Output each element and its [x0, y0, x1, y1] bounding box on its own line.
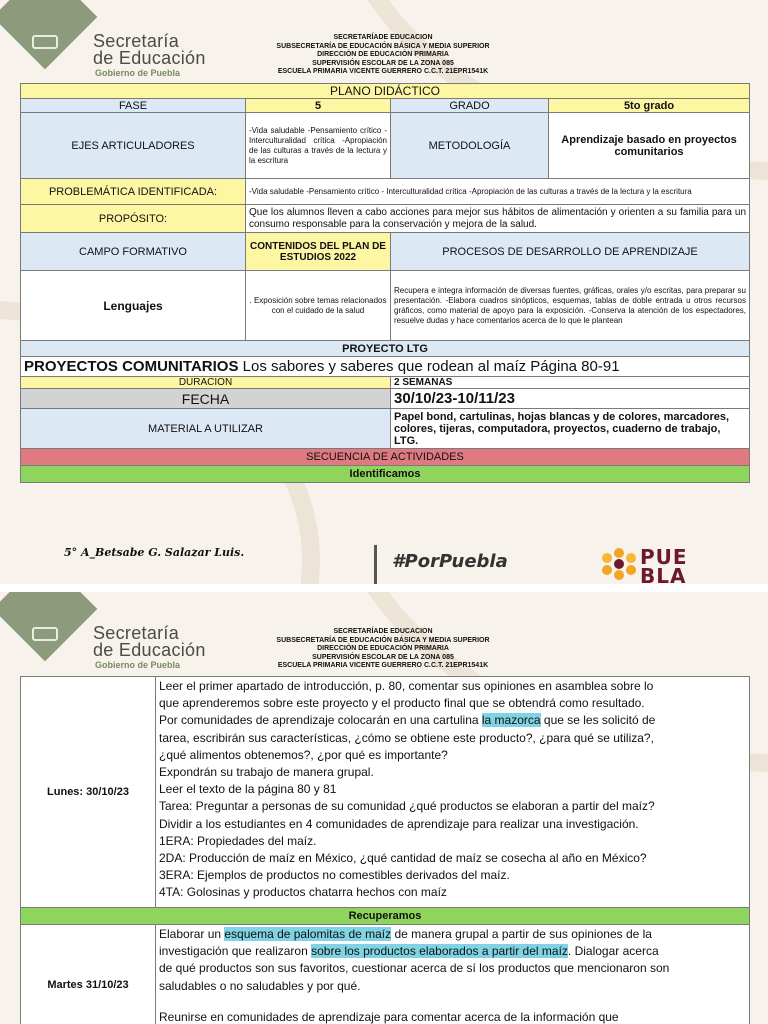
- activity-line: ¿qué alimentos obtenemos?, ¿por qué es importante?: [159, 747, 448, 762]
- puebla-logo-top: PUE: [640, 545, 688, 569]
- activity-line: 1ERA: Propiedades del maíz.: [159, 833, 317, 848]
- contenidos-label: CONTENIDOS DEL PLAN DE ESTUDIOS 2022: [246, 233, 391, 271]
- activity-line: Leer el primer apartado de introducción, p. 80, comentar sus opiniones en asamblea sobre lo: [159, 679, 654, 693]
- fecha-label: FECHA: [21, 389, 391, 409]
- sep-emblem-icon: [32, 627, 58, 641]
- proyecto-ltg-label: PROYECTO LTG: [21, 341, 750, 357]
- activity-line: [159, 712, 746, 729]
- activity-text: Elaborar un: [159, 927, 225, 941]
- header-line: SUBSECRETARÍA DE EDUCACIÓN BÁSICA Y MEDIA SUPERIOR: [276, 42, 490, 50]
- proposito-label: PROPÓSITO:: [21, 205, 246, 233]
- brand-line1: Secretaría: [93, 31, 180, 51]
- activity-text: de manera grupal a partir de sus opiniones de la: [391, 927, 652, 941]
- activity-line: tarea, escribirán sus características, ¿cómo se obtiene este producto?, ¿para qué se utiliza?,: [159, 730, 654, 745]
- duracion-label: DURACION: [21, 377, 391, 389]
- header-line: ESCUELA PRIMARIA VICENTE GUERRERO C.C.T. 21EPR1541K: [277, 68, 489, 76]
- teacher-signature: 5° A_Betsabe G. Salazar Luis.: [64, 546, 245, 559]
- proyectos-text: Los sabores y saberes que rodean al maíz Página 80-91: [238, 358, 620, 375]
- activity-line: Leer el texto de la página 80 y 81: [159, 782, 337, 797]
- sep-emblem-icon: [32, 35, 58, 49]
- problematica-value: -Vida saludable -Pensamiento crítico - Interculturalidad crítica -Apropiación de las culturas a través de la lectura y la escritura: [246, 179, 750, 205]
- fecha-value: 30/10/23-10/11/23: [391, 389, 750, 409]
- activity-line: 3ERA: Ejemplos de productos no comestibles derivados del maíz.: [159, 868, 510, 883]
- grado-value: 5to grado: [549, 99, 750, 113]
- metodologia-value: Aprendizaje basado en proyectos comunitarios: [549, 113, 750, 179]
- duracion-value: 2 SEMANAS: [391, 377, 750, 389]
- activity-line: Dividir a los estudiantes en 4 comunidades de aprendizaje para realizar una investigación.: [159, 816, 639, 831]
- activity-line: que aprenderemos sobre este proyecto y el producto final que se obtendrá como resultado.: [159, 696, 645, 711]
- header-line: ESCUELA PRIMARIA VICENTE GUERRERO C.C.T. 21EPR1541K: [277, 662, 489, 670]
- highlighted-text: esquema de palomitas de maíz: [224, 927, 392, 941]
- header-line: SUPERVISIÓN ESCOLAR DE LA ZONA 085: [312, 59, 454, 67]
- brand-line1: Secretaría: [93, 623, 180, 643]
- fase-value: 5: [246, 99, 391, 113]
- problematica-label: PROBLEMÁTICA IDENTIFICADA:: [21, 179, 246, 205]
- campo-value: Lenguajes: [21, 271, 246, 341]
- header-line: SECRETARÍADE EDUCACION: [333, 628, 433, 635]
- contenidos-value: . Exposición sobre temas relacionados con el cuidado de la salud: [246, 271, 391, 341]
- page-gap: [0, 584, 768, 592]
- identificamos-label: Identificamos: [21, 466, 750, 483]
- proyectos-row: [21, 357, 750, 377]
- highlighted-text: sobre los productos elaborados a partir del maíz: [311, 944, 568, 959]
- plan-table: [20, 83, 750, 483]
- ejes-label: EJES ARTICULADORES: [21, 113, 246, 179]
- brand-line3: Gobierno de Puebla: [95, 660, 181, 670]
- highlighted-text: la mazorca: [481, 713, 541, 728]
- activity-line: [159, 926, 746, 943]
- campo-label: CAMPO FORMATIVO: [21, 233, 246, 271]
- header-line: DIRECCIÓN DE EDUCACIÓN PRIMARIA: [317, 645, 449, 653]
- proyectos-prefix: PROYECTOS COMUNITARIOS: [24, 358, 239, 375]
- sequence-table: [20, 676, 750, 1024]
- activity-line: de qué productos son sus favoritos, cuestionar acerca de sí los productos que mencionaron son: [159, 961, 670, 976]
- activity-line: 2DA: Producción de maíz en México, ¿qué cantidad de maíz se cosecha al año en México?: [159, 851, 647, 866]
- metodologia-label: METODOLOGÍA: [391, 113, 549, 179]
- puebla-flower-icon: [601, 548, 637, 580]
- activity-line: Reunirse en comunidades de aprendizaje para comentar acerca de la información que: [159, 1009, 619, 1024]
- school-header: [248, 34, 518, 77]
- material-label: MATERIAL A UTILIZAR: [21, 409, 391, 449]
- spacer: [159, 995, 746, 1009]
- brand-line2: de Educación: [93, 48, 206, 68]
- activity-text: investigación que realizaron: [159, 944, 312, 959]
- activities-tuesday: [156, 925, 750, 1024]
- plan-title: PLANO DIDÁCTICO: [21, 84, 750, 99]
- header-line: SUBSECRETARÍA DE EDUCACIÓN BÁSICA Y MEDIA SUPERIOR: [276, 636, 490, 644]
- day-label-tuesday: Martes 31/10/23: [21, 925, 156, 1024]
- fase-label: FASE: [21, 99, 246, 113]
- activity-line: saludables o no saludables y por qué.: [159, 978, 361, 993]
- procesos-value: Recupera e integra información de diversas fuentes, gráficas, orales y/o escritas, para preparar su presentación. -Elabora cuadros sinópticos, esquemas, tablas de doble entrada u otros recursos gráficos, como material de apoyo para la exposición. -Conserva la atención de los espectadores, resuelve dudas y hace comentarios acerca de lo que le plantean: [391, 271, 750, 341]
- recuperamos-label: Recuperamos: [21, 908, 750, 925]
- header-line: SUPERVISIÓN ESCOLAR DE LA ZONA 085: [312, 653, 454, 661]
- activity-text: Por comunidades de aprendizaje colocarán en una cartulina: [159, 713, 482, 728]
- school-header: [248, 628, 518, 671]
- ejes-value: -Vida saludable -Pensamiento crítico - Interculturalidad crítica -Apropiación de las culturas a través de la lectura y la escritura: [246, 113, 391, 179]
- proposito-value: Que los alumnos lleven a cabo acciones para mejor sus hábitos de alimentación y orienten a su familia para un consumo responsable para la conservación y mejora de la salud.: [246, 205, 750, 233]
- header-line: DIRECCIÓN DE EDUCACIÓN PRIMARIA: [317, 51, 449, 59]
- activity-text: que se les solicitó de: [540, 713, 656, 728]
- activity-line: Expondrán su trabajo de manera grupal.: [159, 765, 374, 780]
- activity-line: 4TA: Golosinas y productos chatarra hechos con maíz: [159, 885, 447, 900]
- header-line: SECRETARÍADE EDUCACION: [333, 34, 433, 41]
- por-puebla-hashtag: #PorPuebla: [392, 551, 508, 572]
- footer-divider: [374, 545, 377, 584]
- secuencia-label: SECUENCIA DE ACTIVIDADES: [21, 449, 750, 466]
- procesos-label: PROCESOS DE DESARROLLO DE APRENDIZAJE: [391, 233, 750, 271]
- grado-label: GRADO: [391, 99, 549, 113]
- activities-monday: [156, 677, 750, 908]
- brand-line3: Gobierno de Puebla: [95, 68, 181, 78]
- brand-line2: de Educación: [93, 640, 206, 660]
- day-label-monday: Lunes: 30/10/23: [21, 677, 156, 908]
- activity-line: Tarea: Preguntar a personas de su comunidad ¿qué productos se elaboran a partir del maíz?: [159, 799, 655, 814]
- activity-line: [159, 943, 746, 960]
- puebla-logo-bottom: BLA: [640, 564, 687, 584]
- activity-text: . Dialogar acerca: [567, 944, 659, 959]
- material-value: Papel bond, cartulinas, hojas blancas y de colores, marcadores, colores, tijeras, computadora, proyectos, cuaderno de trabajo, LTG.: [391, 409, 750, 449]
